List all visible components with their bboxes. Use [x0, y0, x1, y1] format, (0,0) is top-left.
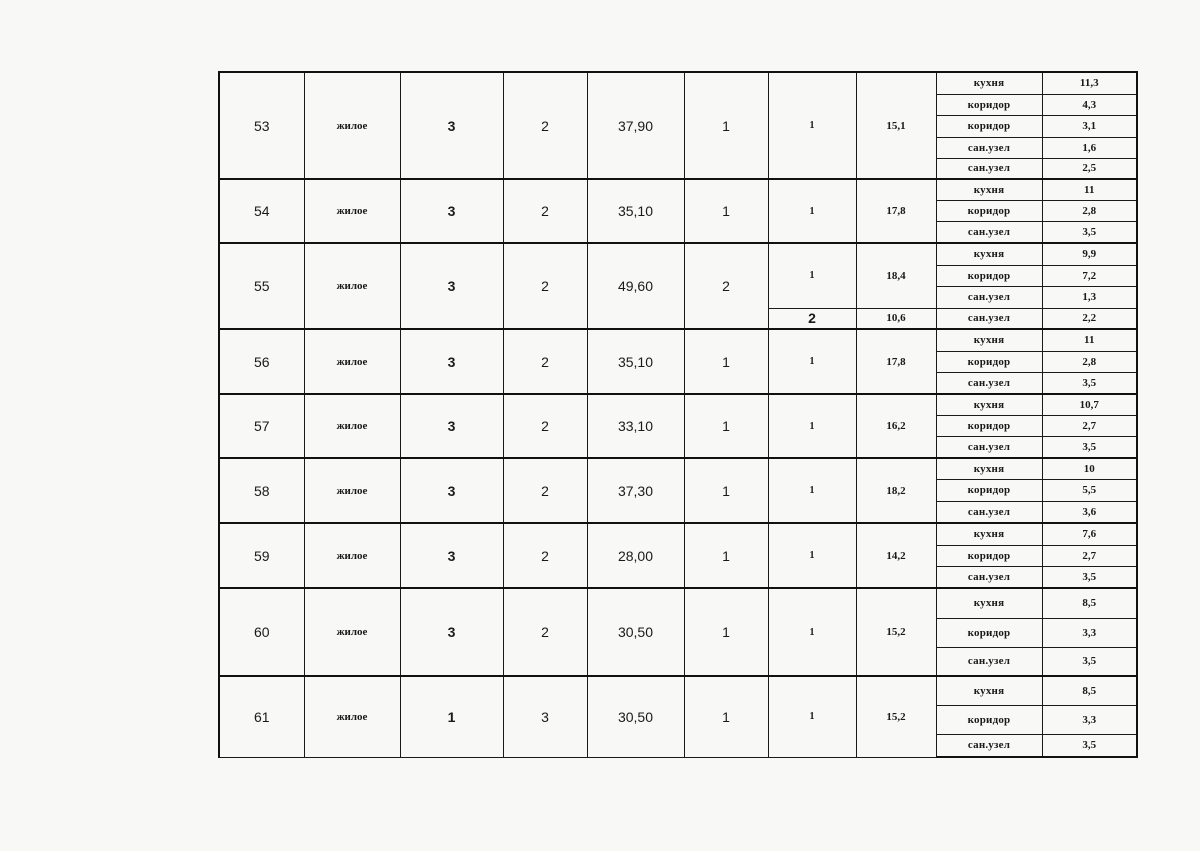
living-room-area: 18,2 [856, 458, 936, 523]
aux-room-name: кухня [936, 329, 1042, 351]
aux-room-name: сан.узел [936, 137, 1042, 158]
apartments-table-body [219, 72, 1137, 757]
aux-room-area: 5,5 [1042, 479, 1137, 501]
aux-room-name: коридор [936, 705, 1042, 734]
aux-room-name: кухня [936, 676, 1042, 705]
apartment-type: жилое [304, 72, 400, 179]
aux-room-name: коридор [936, 265, 1042, 286]
aux-room-name: кухня [936, 72, 1042, 94]
aux-room-area: 3,5 [1042, 647, 1137, 676]
apartment-living-rooms: 1 [684, 523, 768, 588]
aux-room-area: 2,5 [1042, 158, 1137, 179]
apartment-living-rooms: 1 [684, 72, 768, 179]
apartment-rooms: 3 [400, 523, 503, 588]
apartment-number: 53 [219, 72, 304, 179]
apartment-total-area: 35,10 [587, 329, 684, 394]
apartment-floor: 2 [503, 243, 587, 329]
apartment-total-area: 33,10 [587, 394, 684, 458]
living-room-index: 1 [768, 329, 856, 394]
aux-room-area: 2,8 [1042, 200, 1137, 221]
aux-room-name: коридор [936, 479, 1042, 501]
aux-room-area: 3,1 [1042, 115, 1137, 137]
aux-room-name: кухня [936, 179, 1042, 200]
aux-room-name: кухня [936, 394, 1042, 415]
apartment-living-rooms: 1 [684, 676, 768, 757]
apartment-total-area: 35,10 [587, 179, 684, 243]
apartment-number: 60 [219, 588, 304, 676]
apartment-type: жилое [304, 523, 400, 588]
aux-room-area: 3,5 [1042, 734, 1137, 757]
aux-room-name: коридор [936, 351, 1042, 372]
living-room-index: 1 [768, 179, 856, 243]
living-room-index: 2 [768, 308, 856, 329]
apartment-type: жилое [304, 676, 400, 757]
table-row [219, 394, 1137, 415]
apartment-living-rooms: 1 [684, 179, 768, 243]
aux-room-area: 10,7 [1042, 394, 1137, 415]
living-room-index: 1 [768, 72, 856, 179]
aux-room-name: сан.узел [936, 566, 1042, 588]
apartment-total-area: 49,60 [587, 243, 684, 329]
table-row [219, 329, 1137, 351]
aux-room-area: 8,5 [1042, 676, 1137, 705]
apartment-living-rooms: 1 [684, 329, 768, 394]
living-room-area: 18,4 [856, 243, 936, 308]
aux-room-area: 3,6 [1042, 501, 1137, 523]
table-row [219, 179, 1137, 200]
living-room-index: 1 [768, 588, 856, 676]
living-room-area: 15,2 [856, 588, 936, 676]
table-row [219, 72, 1137, 94]
aux-room-name: коридор [936, 415, 1042, 436]
aux-room-area: 11,3 [1042, 72, 1137, 94]
apartment-floor: 2 [503, 588, 587, 676]
aux-room-name: сан.узел [936, 436, 1042, 458]
table-row [219, 588, 1137, 618]
living-room-area: 17,8 [856, 179, 936, 243]
apartment-floor: 2 [503, 179, 587, 243]
apartment-type: жилое [304, 458, 400, 523]
apartment-number: 55 [219, 243, 304, 329]
apartment-floor: 2 [503, 458, 587, 523]
living-room-area: 15,2 [856, 676, 936, 757]
table-row [219, 243, 1137, 265]
apartment-floor: 3 [503, 676, 587, 757]
living-room-index: 1 [768, 523, 856, 588]
aux-room-name: кухня [936, 243, 1042, 265]
apartment-rooms: 3 [400, 179, 503, 243]
aux-room-area: 1,6 [1042, 137, 1137, 158]
aux-room-name: сан.узел [936, 647, 1042, 676]
aux-room-name: коридор [936, 545, 1042, 566]
apartment-total-area: 37,90 [587, 72, 684, 179]
aux-room-area: 2,7 [1042, 415, 1137, 436]
aux-room-area: 11 [1042, 179, 1137, 200]
aux-room-name: сан.узел [936, 308, 1042, 329]
apartment-number: 56 [219, 329, 304, 394]
apartment-total-area: 37,30 [587, 458, 684, 523]
apartments-table [218, 71, 1138, 758]
aux-room-name: сан.узел [936, 158, 1042, 179]
apartment-number: 59 [219, 523, 304, 588]
aux-room-area: 3,5 [1042, 221, 1137, 243]
living-room-index: 1 [768, 394, 856, 458]
aux-room-area: 9,9 [1042, 243, 1137, 265]
living-room-index: 1 [768, 243, 856, 308]
living-room-index: 1 [768, 458, 856, 523]
apartment-number: 57 [219, 394, 304, 458]
living-room-area: 15,1 [856, 72, 936, 179]
apartment-floor: 2 [503, 329, 587, 394]
apartment-total-area: 28,00 [587, 523, 684, 588]
apartment-type: жилое [304, 243, 400, 329]
apartment-type: жилое [304, 588, 400, 676]
aux-room-area: 3,5 [1042, 372, 1137, 394]
apartment-rooms: 1 [400, 676, 503, 757]
apartment-number: 61 [219, 676, 304, 757]
aux-room-area: 3,5 [1042, 566, 1137, 588]
aux-room-name: сан.узел [936, 734, 1042, 757]
aux-room-area: 7,6 [1042, 523, 1137, 545]
living-room-area: 14,2 [856, 523, 936, 588]
apartment-rooms: 3 [400, 458, 503, 523]
aux-room-name: кухня [936, 588, 1042, 618]
aux-room-name: сан.узел [936, 372, 1042, 394]
apartment-total-area: 30,50 [587, 588, 684, 676]
aux-room-name: коридор [936, 200, 1042, 221]
aux-room-area: 3,3 [1042, 618, 1137, 647]
aux-room-area: 7,2 [1042, 265, 1137, 286]
aux-room-name: сан.узел [936, 221, 1042, 243]
living-room-area: 17,8 [856, 329, 936, 394]
apartment-total-area: 30,50 [587, 676, 684, 757]
apartment-rooms: 3 [400, 588, 503, 676]
living-room-area: 16,2 [856, 394, 936, 458]
aux-room-area: 8,5 [1042, 588, 1137, 618]
table-row [219, 523, 1137, 545]
aux-room-area: 2,7 [1042, 545, 1137, 566]
aux-room-area: 1,3 [1042, 286, 1137, 308]
aux-room-area: 3,5 [1042, 436, 1137, 458]
aux-room-name: сан.узел [936, 501, 1042, 523]
apartment-floor: 2 [503, 394, 587, 458]
aux-room-area: 11 [1042, 329, 1137, 351]
apartment-living-rooms: 1 [684, 394, 768, 458]
apartment-rooms: 3 [400, 243, 503, 329]
living-room-index: 1 [768, 676, 856, 757]
apartment-living-rooms: 1 [684, 458, 768, 523]
aux-room-name: сан.узел [936, 286, 1042, 308]
aux-room-area: 4,3 [1042, 94, 1137, 115]
living-room-area: 10,6 [856, 308, 936, 329]
aux-room-name: коридор [936, 618, 1042, 647]
apartment-floor: 2 [503, 72, 587, 179]
aux-room-name: кухня [936, 458, 1042, 479]
apartment-rooms: 3 [400, 329, 503, 394]
apartment-living-rooms: 1 [684, 588, 768, 676]
apartment-living-rooms: 2 [684, 243, 768, 329]
aux-room-name: коридор [936, 115, 1042, 137]
apartment-floor: 2 [503, 523, 587, 588]
apartment-type: жилое [304, 329, 400, 394]
aux-room-area: 3,3 [1042, 705, 1137, 734]
aux-room-name: кухня [936, 523, 1042, 545]
aux-room-name: коридор [936, 94, 1042, 115]
aux-room-area: 2,8 [1042, 351, 1137, 372]
apartment-rooms: 3 [400, 72, 503, 179]
table-row [219, 676, 1137, 705]
apartment-rooms: 3 [400, 394, 503, 458]
aux-room-area: 10 [1042, 458, 1137, 479]
aux-room-area: 2,2 [1042, 308, 1137, 329]
apartment-type: жилое [304, 394, 400, 458]
table-row [219, 458, 1137, 479]
apartment-type: жилое [304, 179, 400, 243]
apartment-number: 58 [219, 458, 304, 523]
apartment-number: 54 [219, 179, 304, 243]
